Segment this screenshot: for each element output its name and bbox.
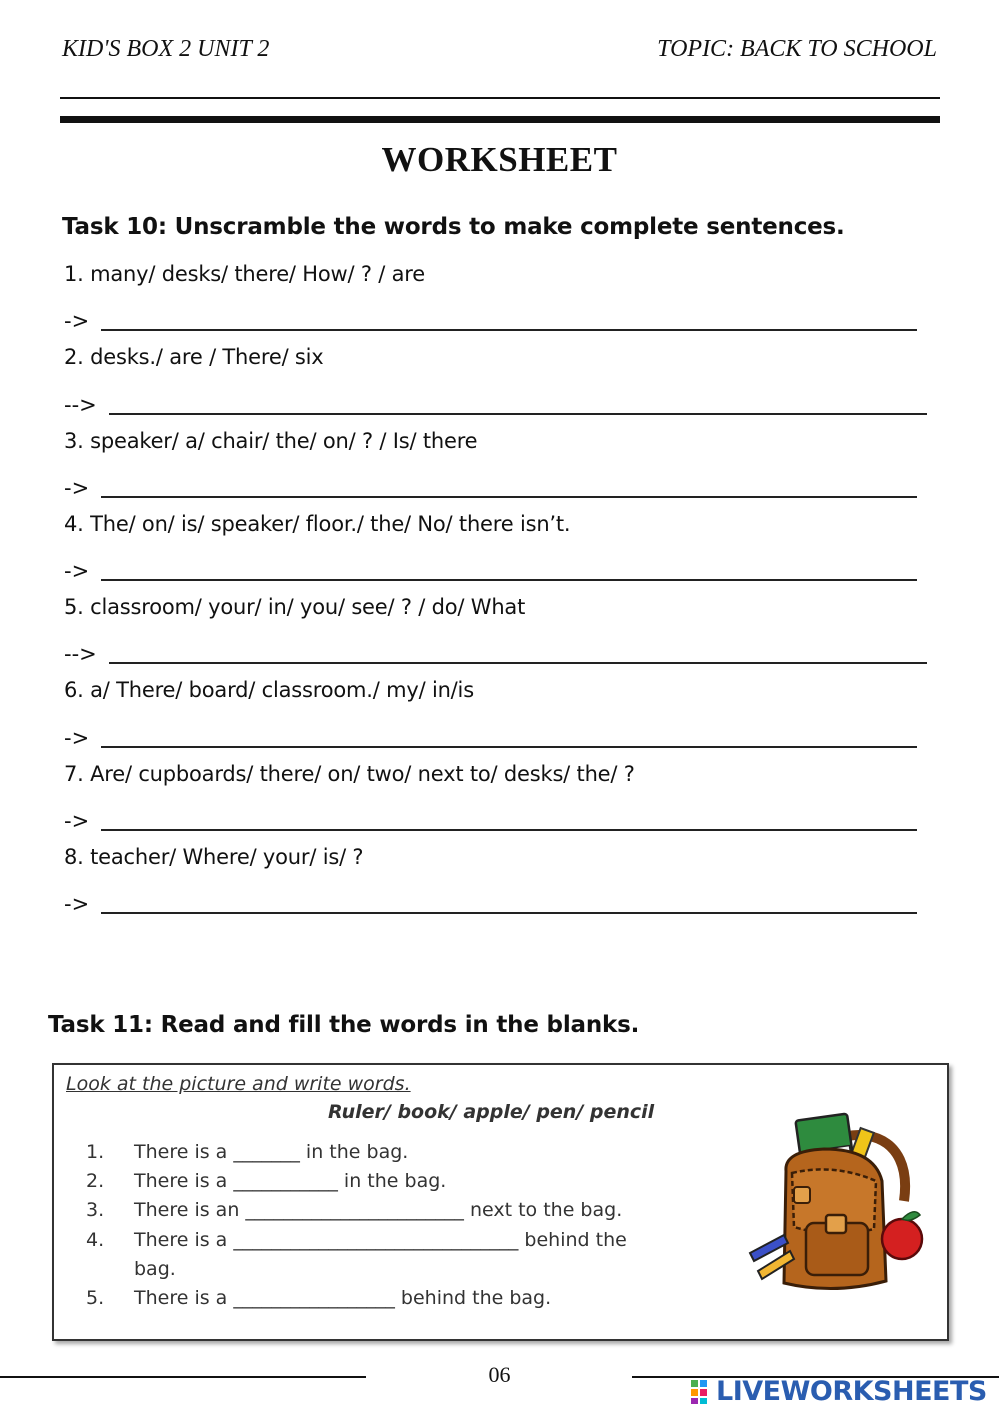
fill-item-before: There is a	[134, 1141, 228, 1163]
answer-arrow: ->	[64, 309, 90, 334]
fill-item-after: in the bag.	[343, 1170, 447, 1192]
task10-answer-line[interactable]	[64, 797, 964, 839]
task10-prompt: 5. classroom/ your/ in/ you/ see/ ? / do/ What	[64, 595, 526, 620]
fill-item-continuation-text: bag.	[134, 1258, 176, 1280]
backpack-illustration	[744, 1111, 924, 1301]
task10-prompt: 7. Are/ cupboards/ there/ on/ two/ next to/ desks/ the/ ?	[64, 761, 635, 786]
task10-answer-line[interactable]	[64, 631, 964, 673]
task10-prompt: 6. a/ There/ board/ classroom./ my/ in/is	[64, 678, 474, 703]
fill-item-after: behind the	[524, 1229, 627, 1251]
word-bank: Ruler/ book/ apple/ pen/ pencil	[328, 1101, 655, 1123]
task11-box	[52, 1063, 949, 1341]
fill-item-number: 4.	[86, 1229, 105, 1251]
task10-item	[64, 839, 964, 922]
task10-item	[64, 339, 964, 422]
fill-item-after: in the bag.	[305, 1141, 409, 1163]
fill-item-after: next to the bag.	[469, 1199, 623, 1221]
fill-item-before: There is a	[134, 1229, 228, 1251]
task10-heading: Task 10: Unscramble the words to make complete sentences.	[62, 214, 845, 240]
page-number: 06	[488, 1362, 511, 1387]
bag-buckle	[794, 1187, 810, 1203]
task10-answer-line[interactable]	[64, 881, 964, 923]
answer-arrow: ->	[64, 559, 90, 584]
liveworksheets-logo-icon	[690, 1379, 716, 1405]
fill-item-after: behind the bag.	[400, 1287, 552, 1309]
fill-item-before: There is a	[134, 1287, 234, 1309]
task10-item	[64, 256, 964, 339]
answer-arrow: -->	[64, 392, 97, 417]
box-instruction: Look at the picture and write words.	[66, 1073, 411, 1095]
answer-blank[interactable]	[101, 894, 917, 914]
liveworksheets-logo[interactable]	[690, 1376, 987, 1407]
task10-item	[64, 423, 964, 506]
answer-arrow: ->	[64, 725, 90, 750]
fill-item-number: 5.	[86, 1287, 105, 1309]
task10-list	[64, 256, 964, 922]
task10-answer-line[interactable]	[64, 714, 964, 756]
fill-item	[86, 1229, 627, 1251]
task10-prompt: 1. many/ desks/ there/ How/ ? / are	[64, 262, 425, 286]
page-title: WORKSHEET	[381, 140, 618, 179]
task10-item	[64, 672, 964, 755]
fill-blank[interactable]: ______________________________	[233, 1229, 519, 1251]
task10-prompt: 3. speaker/ a/ chair/ the/ on/ ? / Is/ there	[64, 428, 478, 453]
fill-item-before: There is an	[134, 1199, 240, 1221]
answer-blank[interactable]	[101, 561, 917, 581]
answer-arrow: ->	[64, 892, 90, 917]
header-rule-thick	[60, 116, 940, 123]
fill-blank[interactable]: _________________	[233, 1287, 395, 1309]
apple-shape	[882, 1219, 922, 1259]
task10-item	[64, 506, 964, 589]
liveworksheets-logo-text: LIVEWORKSHEETS	[716, 1376, 987, 1407]
fill-item	[86, 1170, 446, 1192]
task10-item	[64, 589, 964, 672]
header-right: TOPIC: BACK TO SCHOOL	[657, 36, 937, 62]
answer-blank[interactable]	[101, 311, 917, 331]
header-left: KID'S BOX 2 UNIT 2	[62, 36, 270, 62]
task10-prompt: 8. teacher/ Where/ your/ is/ ?	[64, 844, 364, 869]
bag-buckle	[826, 1215, 846, 1233]
answer-blank[interactable]	[101, 478, 917, 498]
fill-item-number: 3.	[86, 1199, 105, 1221]
task10-answer-line[interactable]	[64, 381, 964, 423]
task10-answer-line[interactable]	[64, 298, 964, 340]
fill-blank[interactable]: ___________	[233, 1170, 338, 1192]
task10-answer-line[interactable]	[64, 548, 964, 590]
fill-item	[86, 1199, 622, 1221]
answer-blank[interactable]	[101, 728, 917, 748]
header-rule-thin	[60, 97, 940, 99]
answer-arrow: ->	[64, 808, 90, 833]
fill-blank[interactable]: _______________________	[245, 1199, 464, 1221]
answer-blank[interactable]	[109, 395, 927, 415]
task11-heading: Task 11: Read and fill the words in the blanks.	[48, 1012, 640, 1038]
task10-prompt: 4. The/ on/ is/ speaker/ floor./ the/ No/ there isn’t.	[64, 511, 571, 536]
fill-item	[86, 1141, 408, 1163]
answer-blank[interactable]	[101, 811, 917, 831]
task10-answer-line[interactable]	[64, 464, 964, 506]
task10-item	[64, 756, 964, 839]
answer-arrow: -->	[64, 642, 97, 667]
fill-item-number: 1.	[86, 1141, 105, 1163]
answer-blank[interactable]	[109, 644, 927, 664]
answer-arrow: ->	[64, 475, 90, 500]
fill-item-number: 2.	[86, 1170, 105, 1192]
fill-item-before: There is a	[134, 1170, 228, 1192]
task10-prompt: 2. desks./ are / There/ six	[64, 345, 324, 370]
apple-leaf	[902, 1212, 920, 1221]
fill-item	[86, 1287, 551, 1309]
fill-blank[interactable]: _______	[233, 1141, 300, 1163]
fill-item-continuation	[86, 1258, 176, 1280]
